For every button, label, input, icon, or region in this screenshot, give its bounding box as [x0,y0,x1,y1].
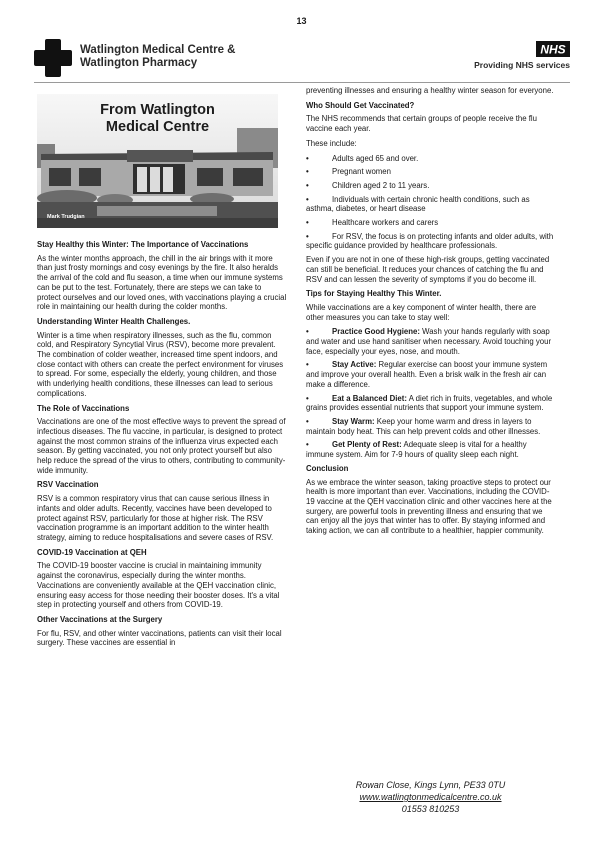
bullet-icon [306,181,332,191]
bullet-icon [306,394,332,404]
photo-title-line2: Medical Centre [105,119,210,135]
bullet-icon [306,167,332,177]
rsv-heading: RSV Vaccination [37,480,99,490]
bullet-icon [306,232,332,242]
understanding-heading: Understanding Winter Health Challenges. [37,316,191,326]
tip-text: Keep your home warm and dress in layers to maintain body heat. This can help prevent colds and other illnesses. [306,416,541,436]
list-item [306,440,555,459]
page-number: 13 [296,16,307,26]
covid-heading: COVID-19 Vaccination at QEH [37,547,147,557]
list-item [306,154,555,164]
org-name-line2: Watlington Pharmacy [80,57,198,69]
who-intro: The NHS recommends that certain groups of people receive the flu vaccine each year. [306,114,537,134]
nhs-subtitle: Providing NHS services [474,60,570,70]
rsv-paragraph: RSV is a common respiratory virus that can cause serious illness in infants and older adults. Recently, vaccines have been developed to protect against RSV, particularly for those at higher risk. The RSV vaccination programme is an important addition to the winter health strategy, aiming to reduce hospitalisations and severe cases of RSV. [37,494,274,542]
list-item [306,360,555,389]
tip-text: Regular exercise can boost your immune system and improve your overall health. Even a brisk walk in the fresh air can make a difference. [306,360,548,389]
tip-text: A diet rich in fruits, vegetables, and whole grains provides essential nutrients that support your immune system. [306,393,553,413]
who-outro: Even if you are not in one of these high-risk groups, getting vaccinated can still be beneficial. It reduces your chances of catching the flu and RSV and can lessen the severity of symptoms if you do become ill. [306,255,550,284]
list-item [306,195,555,214]
tip-label: Stay Warm: [332,416,375,426]
intro-paragraph: As the winter months approach, the chill in the air brings with it more than just frosty mornings and cosy evenings by the fire. It also heralds the arrival of the cold and flu season, a time when our immune systems can be put to the test. Fortunately, there are steps we can take to protect ourselves and our loved ones, with vaccinations playing a crucial role in maintaining our health during the colder months. [37,253,287,312]
other-vaccinations-paragraph-part1: For flu, RSV, and other winter vaccinations, patients can visit their local surgery. These vaccines are essential in [37,628,282,648]
bullet-icon [306,360,332,370]
photo-credit: Mark Trudgian [47,214,85,220]
right-column [306,86,555,541]
tip-text: Wash your hands regularly with soap and water and use hand sanitiser when necessary. Avoid touching your face, especially your eyes, nose, and mouth. [306,327,552,356]
who-these-include: These include: [306,138,357,148]
role-heading: The Role of Vaccinations [37,403,130,413]
nhs-logo [536,41,570,57]
bullet-icon [306,218,332,228]
bullet-icon [306,327,332,337]
tip-label: Stay Active: [332,360,377,370]
photo-title [37,102,278,136]
covid-paragraph: The COVID-19 booster vaccine is crucial in maintaining immunity against the coronavirus, especially during the winter months. Vaccinations are conveniently available at the QEH vaccination clinic, ensuring easy access for those needing their booster doses. It's a vital step in protecting yourself and others from COVID-19. [37,561,280,610]
footer-phone: 01553 810253 [401,804,460,814]
list-item-text: For RSV, the focus is on protecting infants and older adults, with specific guidance provided by healthcare professionals. [306,231,554,251]
bullet-icon [306,440,332,450]
footer-address: Rowan Close, Kings Lynn, PE33 0TU [355,780,506,790]
role-paragraph: Vaccinations are one of the most effective ways to prevent the spread of infectious diseases. The flu vaccine, in particular, is designed to protect against the most common strains of the influenza virus expected each season. By getting vaccinated, you not only protect yourself but also help reduce the spread of the virus to others, contributing to community-wide immunity. [37,417,286,475]
tip-label: Get Plenty of Rest: [332,440,402,450]
bullet-icon [306,195,332,205]
org-name-line1: Watlington Medical Centre & [80,44,236,56]
other-vaccinations-paragraph-part2: preventing illnesses and ensuring a healthy winter season for everyone. [306,86,554,95]
organisation-name [80,44,235,70]
conclusion-heading: Conclusion [306,463,349,473]
contact-footer [306,779,555,815]
website-link[interactable]: www.watlingtonmedicalcentre.co.uk [359,792,502,802]
article-title: Stay Healthy this Winter: The Importance of Vaccinations [37,240,249,249]
list-item-text: Adults aged 65 and over. [332,153,419,163]
bullet-icon [306,154,332,164]
tips-heading: Tips for Staying Healthy This Winter. [306,289,442,299]
tip-text: Adequate sleep is vital for a healthy immune system. Aim for 7-9 hours of quality sleep each night. [306,440,527,460]
left-column [37,240,287,653]
tips-intro: While vaccinations are a key component of winter health, there are other measures you can take to stay well: [306,302,537,322]
list-item [306,327,555,356]
list-item [306,417,555,436]
who-list [306,154,555,252]
list-item-text: Healthcare workers and carers [332,218,439,228]
list-item [306,232,555,251]
tips-list [306,327,555,459]
medical-centre-photo [37,94,278,228]
list-item [306,394,555,413]
list-item-text: Children aged 2 to 11 years. [332,180,430,190]
tip-label: Eat a Balanced Diet: [332,393,407,403]
nhs-logo-text: NHS [540,42,566,57]
tip-label: Practice Good Hygiene: [332,327,420,337]
understanding-paragraph: Winter is a time when respiratory illnesses, such as the flu, common cold, and Respiratory Syncytial Virus (RSV), become more prevalent. The combination of colder weather, increased time spent indoors, and close contact with others can create the perfect environment for viruses to spread. For some, especially the elderly, young children, and those with underlying health conditions, these illnesses can lead to serious complications. [37,330,284,398]
conclusion-paragraph: As we embrace the winter season, taking proactive steps to protect our health is more important than ever. Vaccinations, including the COVID-19 vaccine at the QEH vaccination clinic and other vaccines here at the surgery, are powerful tools in preventing illness and ensuring that we can enjoy all the joys that winter has to offer. By staying informed and taking action, we can all contribute to a healthier, happier community. [306,477,552,536]
who-heading: Who Should Get Vaccinated? [306,100,415,110]
list-item-text: Individuals with certain chronic health conditions, such as asthma, diabetes, or heart disease [306,194,530,214]
list-item [306,167,555,177]
photo-title-line1: From Watlington [100,102,215,118]
bullet-icon [306,417,332,427]
other-vaccinations-heading: Other Vaccinations at the Surgery [37,614,163,624]
list-item [306,218,555,228]
medical-cross-icon [34,39,72,77]
list-item-text: Pregnant women [332,167,391,177]
list-item [306,181,555,191]
page-header [34,38,570,83]
